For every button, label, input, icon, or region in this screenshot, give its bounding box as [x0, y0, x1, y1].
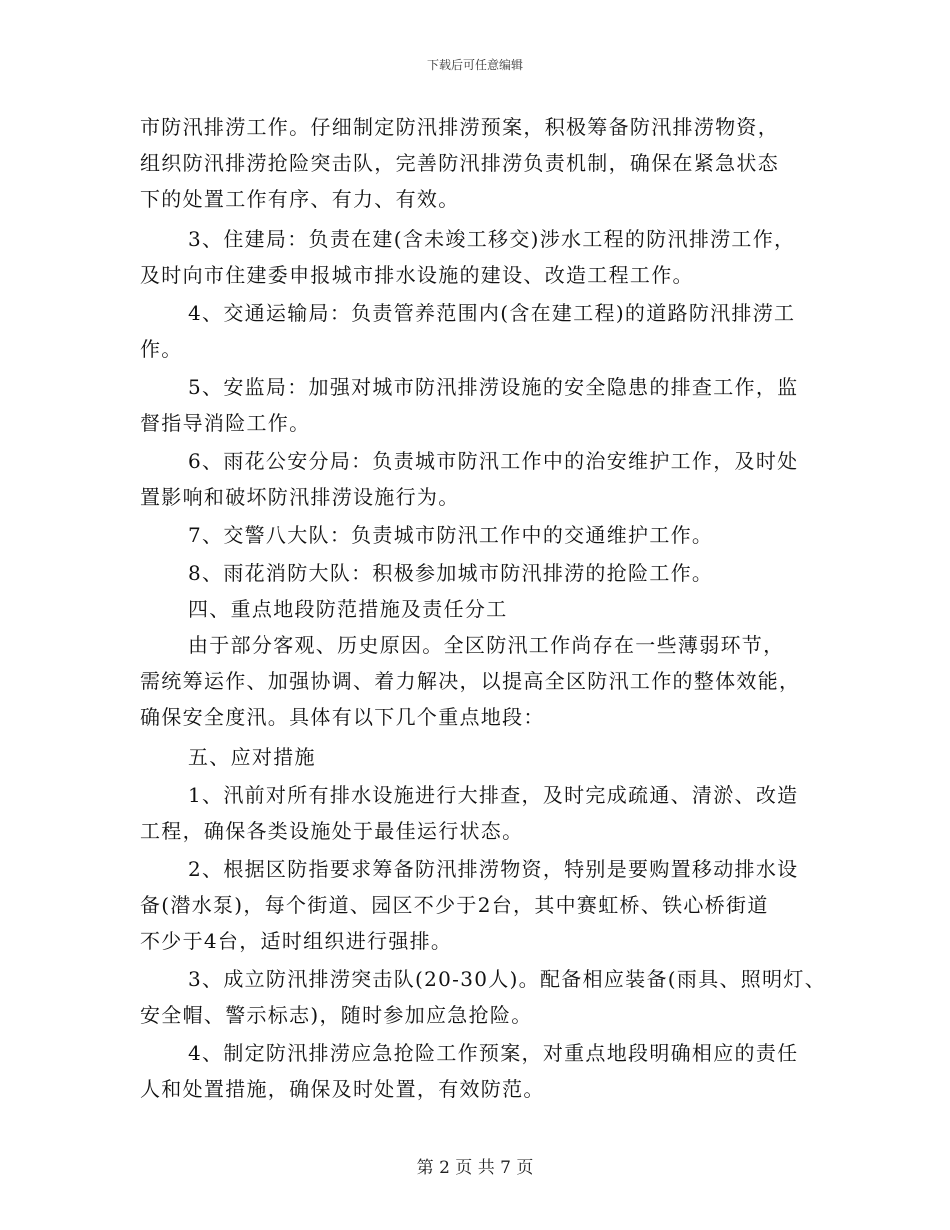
section-heading: 五、应对措施 [188, 745, 316, 769]
text-line: 不少于4台，适时组织进行强排。 [140, 929, 453, 953]
text-line: 安全帽、警示标志)，随时参加应急抢险。 [140, 1003, 533, 1027]
text-line: 3、成立防汛排涝突击队(20-30人)。配备相应装备(雨具、照明灯、 [188, 967, 826, 991]
text-line: 作。 [140, 337, 183, 361]
text-line: 及时向市住建委申报城市排水设施的建设、改造工程工作。 [140, 263, 694, 287]
page-number: 第 2 页 共 7 页 [416, 1158, 534, 1178]
text-line: 人和处置措施，确保及时处置，有效防范。 [140, 1077, 545, 1101]
text-line: 确保安全度汛。具体有以下几个重点地段： [140, 705, 545, 729]
text-line: 5、安监局：加强对城市防汛排涝设施的安全隐患的排查工作，监 [188, 375, 799, 399]
text-line: 7、交警八大队：负责城市防汛工作中的交通维护工作。 [188, 523, 714, 547]
text-line: 组织防汛排涝抢险突击队，完善防汛排涝负责机制，确保在紧急状态 [140, 151, 779, 175]
text-line: 需统筹运作、加强协调、着力解决，以提高全区防汛工作的整体效能， [140, 669, 801, 693]
text-line: 下的处置工作有序、有力、有效。 [140, 187, 460, 211]
text-line: 2、根据区防指要求筹备防汛排涝物资，特别是要购置移动排水设 [188, 857, 799, 881]
text-line: 4、交通运输局：负责管养范围内(含在建工程)的道路防汛排涝工 [188, 301, 796, 325]
text-line: 6、雨花公安分局：负责城市防汛工作中的治安维护工作，及时处 [188, 449, 799, 473]
text-line: 4、制定防汛排涝应急抢险工作预案，对重点地段明确相应的责任 [188, 1041, 799, 1065]
text-line: 市防汛排涝工作。仔细制定防汛排涝预案，积极筹备防汛排涝物资， [140, 115, 779, 139]
page-header: 下载后可任意编辑 [426, 58, 523, 72]
section-heading: 四、重点地段防范措施及责任分工 [188, 597, 508, 621]
text-line: 督指导消险工作。 [140, 411, 311, 435]
text-line: 1、汛前对所有排水设施进行大排查，及时完成疏通、清淤、改造 [188, 783, 799, 807]
text-line: 8、雨花消防大队：积极参加城市防汛排涝的抢险工作。 [188, 561, 714, 585]
text-line: 由于部分客观、历史原因。全区防汛工作尚存在一些薄弱环节， [188, 633, 785, 657]
text-line: 3、住建局：负责在建(含未竣工移交)涉水工程的防汛排涝工作， [188, 227, 796, 251]
text-line: 工程，确保各类设施处于最佳运行状态。 [140, 819, 524, 843]
text-line: 置影响和破坏防汛排涝设施行为。 [140, 485, 460, 509]
text-line: 备(潜水泵)，每个街道、园区不少于2台，其中赛虹桥、铁心桥街道 [140, 893, 769, 917]
